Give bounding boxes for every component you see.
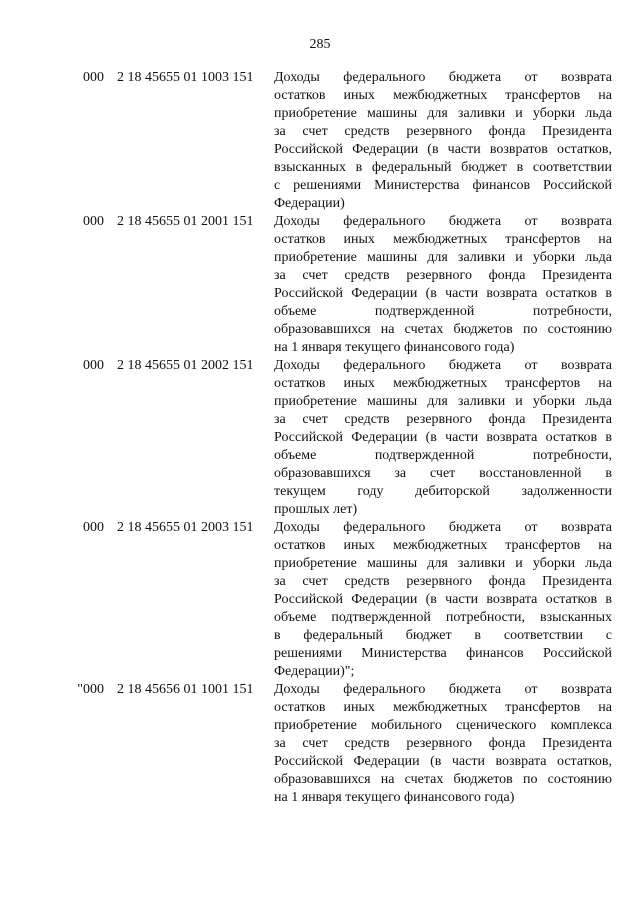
description-line: приобретение машины для заливки и уборки льда: [274, 556, 612, 571]
description-line: остатков иных межбюджетных трансфертов на: [274, 376, 612, 391]
description-line: Российской Федерации (в части возврата остатков в: [274, 430, 612, 445]
table-row: [0, 69, 640, 213]
description-line: объеме подтвержденной потребности,: [274, 448, 612, 463]
description-line: за счет средств резервного фонда Президента: [274, 412, 612, 427]
table-row: [0, 213, 640, 357]
kbk-code: 2 18 45655 01 2002 151: [117, 358, 254, 373]
description-line: прошлых лет): [274, 502, 358, 517]
description-line: Доходы федерального бюджета от возврата: [274, 358, 612, 373]
description-line: остатков иных межбюджетных трансфертов на: [274, 700, 612, 715]
description-line: взысканных в федеральный бюджет в соответствии: [274, 160, 612, 175]
description-line: объеме подтвержденной потребности, взысканных: [274, 610, 612, 625]
description-line: образовавшихся на счетах бюджетов по состоянию: [274, 322, 612, 337]
revenue-description: [274, 357, 612, 519]
description-line: остатков иных межбюджетных трансфертов на: [274, 88, 612, 103]
description-line: за счет средств резервного фонда Президента: [274, 574, 612, 589]
revenue-description: [274, 213, 612, 357]
admin-code: 000: [83, 70, 104, 85]
page-number: 285: [309, 37, 331, 52]
description-line: образовавшихся на счетах бюджетов по состоянию: [274, 772, 612, 787]
description-line: приобретение машины для заливки и уборки льда: [274, 250, 612, 265]
description-line: приобретение машины для заливки и уборки льда: [274, 394, 612, 409]
table-row: [0, 519, 640, 681]
table-row: [0, 681, 640, 807]
description-line: Федерации)";: [274, 664, 355, 679]
description-line: приобретение машины для заливки и уборки льда: [274, 106, 612, 121]
description-line: Доходы федерального бюджета от возврата: [274, 682, 612, 697]
description-line: Доходы федерального бюджета от возврата: [274, 214, 612, 229]
kbk-code: 2 18 45655 01 1003 151: [117, 70, 254, 85]
description-line: на 1 января текущего финансового года): [274, 340, 515, 355]
table-row: [0, 357, 640, 519]
description-line: Доходы федерального бюджета от возврата: [274, 70, 612, 85]
description-line: объеме подтвержденной потребности,: [274, 304, 612, 319]
description-line: решениями Министерства финансов Российской: [274, 646, 612, 661]
description-line: за счет средств резервного фонда Президента: [274, 268, 612, 283]
description-line: Российской Федерации (в части возврата остатков в: [274, 286, 612, 301]
admin-code: "000: [77, 682, 104, 697]
description-line: образовавшихся за счет восстановленной в: [274, 466, 612, 481]
description-line: Российской Федерации (в части возврата остатков,: [274, 754, 612, 769]
description-line: остатков иных межбюджетных трансфертов на: [274, 232, 612, 247]
admin-code: 000: [83, 358, 104, 373]
revenue-description: [274, 69, 612, 213]
description-line: Российской Федерации (в части возврата остатков в: [274, 592, 612, 607]
description-line: Федерации): [274, 196, 345, 211]
description-line: Российской Федерации (в части возвратов остатков,: [274, 142, 612, 157]
kbk-code: 2 18 45655 01 2001 151: [117, 214, 254, 229]
kbk-code: 2 18 45656 01 1001 151: [117, 682, 254, 697]
kbk-code: 2 18 45655 01 2003 151: [117, 520, 254, 535]
revenue-description: [274, 681, 612, 807]
description-line: с решениями Министерства финансов Российской: [274, 178, 612, 193]
admin-code: 000: [83, 214, 104, 229]
description-line: текущем году дебиторской задолженности: [274, 484, 612, 499]
admin-code: 000: [83, 520, 104, 535]
revenue-description: [274, 519, 612, 681]
description-line: Доходы федерального бюджета от возврата: [274, 520, 612, 535]
description-line: за счет средств резервного фонда Президента: [274, 124, 612, 139]
description-line: за счет средств резервного фонда Президента: [274, 736, 612, 751]
budget-code-table: [0, 69, 640, 807]
description-line: остатков иных межбюджетных трансфертов на: [274, 538, 612, 553]
description-line: на 1 января текущего финансового года): [274, 790, 515, 805]
description-line: приобретение мобильного сценического комплекса: [274, 718, 612, 733]
description-line: в федеральный бюджет в соответствии с: [274, 628, 612, 643]
